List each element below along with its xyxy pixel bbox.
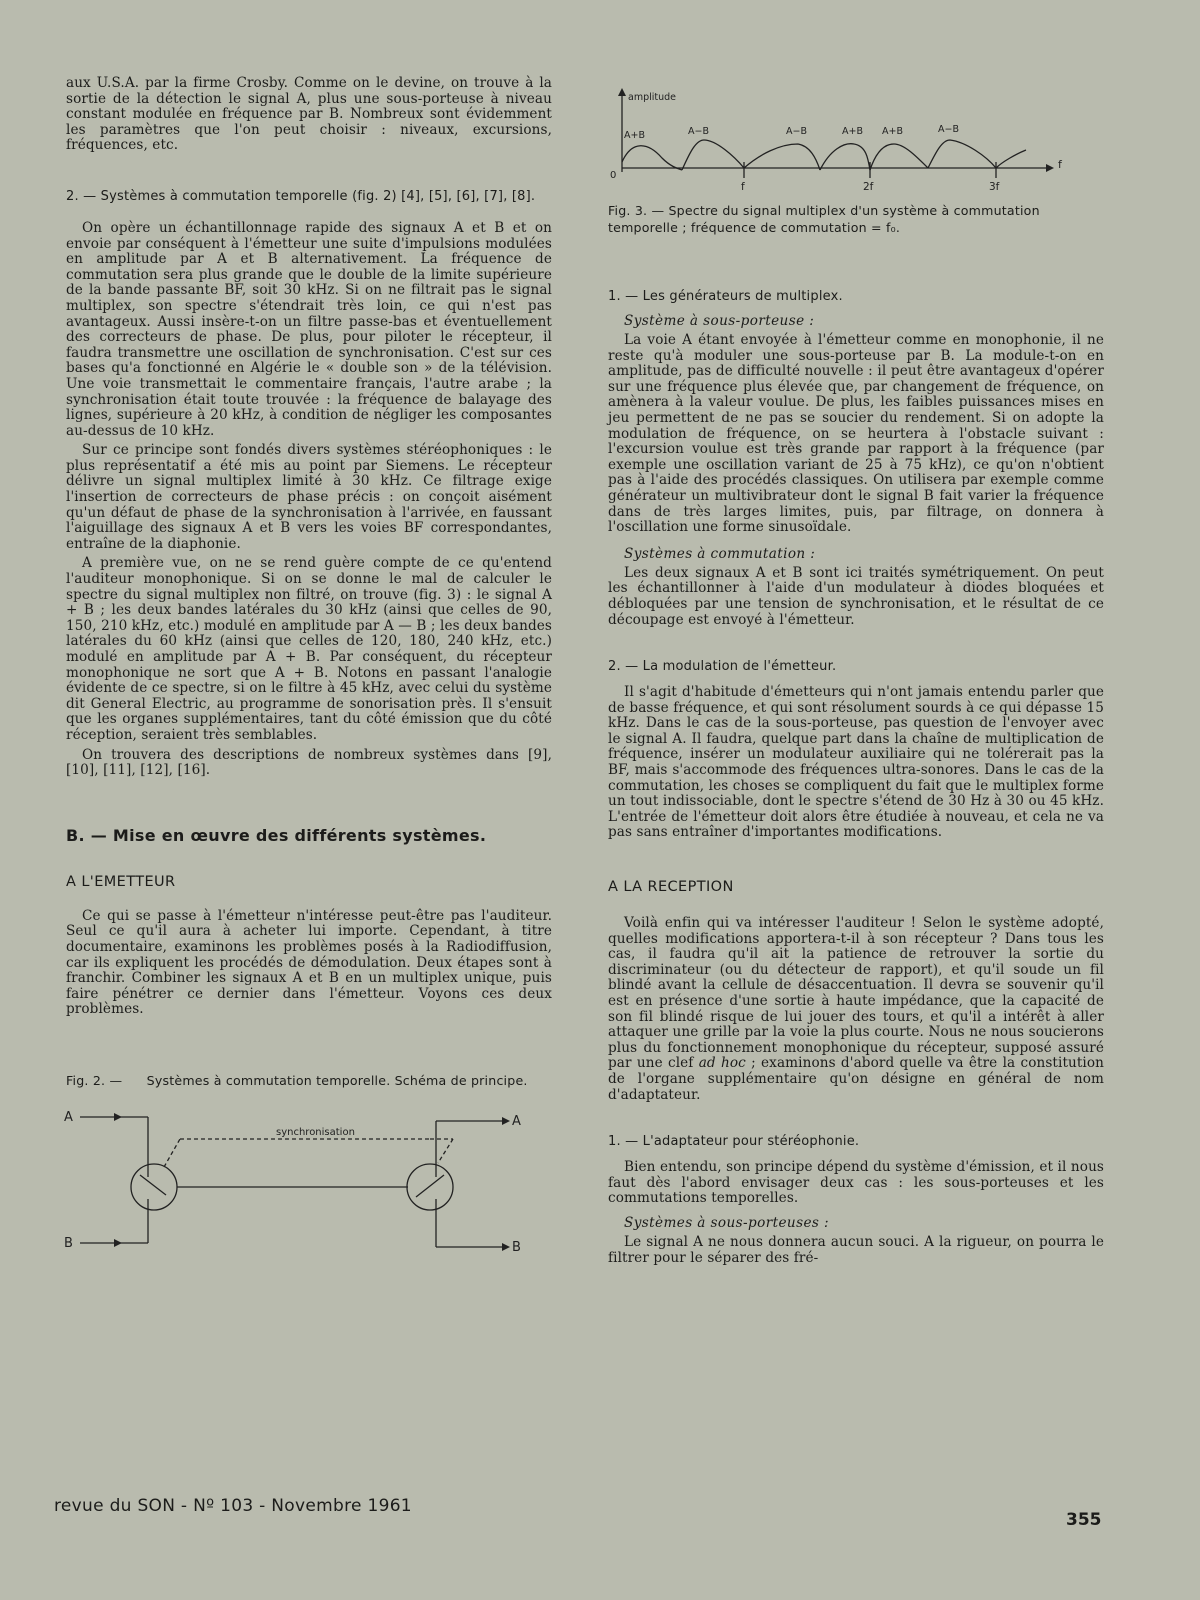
fig3-tick-f: f	[741, 181, 745, 192]
paragraph-modulation: Il s'agit d'habitude d'émetteurs qui n'ont jamais entendu parler que de basse fréquence, et qui sont résolument sourds à ce qui dépasse 15 kHz. Dans le cas de la sous-porteuse, pas question de l'envoyer avec le signal A. Il faudra, quelque part dans la chaîne de multiplication de fréquence, insérer un modulateur auxiliaire qui ne tolérerait pas la BF, mais s'accommode des fréquences ultra-sonores. Dans le cas de la commutation, les choses se compliquent du fait que le multiplex forme un tout indissociable, dont le spectre s'étend de 30 Hz à 30 ou 45 kHz. L'entrée de l'émetteur doit alors être étudiée à nouveau, et cela ne va pas sans entraîner d'importantes modifications.	[608, 684, 1104, 841]
paragraph-subcarrier: La voie A étant envoyée à l'émetteur comme en monophonie, il ne reste qu'à moduler une sous-porteuse par B. La module-t-on en amplitude, pas de difficulté nouvelle : il peut être avantageux d'opérer sur une fréquence plus élevée que, par changement de fréquence, on amènera à la valeur voulue. De plus, les faibles puissances mises en jeu permettent de ne pas se soucier du rendement. Si on adopte la modulation de fréquence, on se heurtera à l'obstacle suivant : l'excursion voulue est très grande par rapport à la fréquence (par exemple une oscillation variant de 25 à 75 kHz), ce qu'on n'obtient pas à l'aide des procédés classiques. On utilisera par exemple comme générateur un multivibrateur dont le signal B fait varier la fréquence dans de très larges limites, puis, par filtrage, on donnera à l'oscillation une forme sinusoïdale.	[608, 332, 1104, 536]
reception-text-a: Voilà enfin qui va intéresser l'auditeur ! Selon le système adopté, quelles modifications apportera-t-il à son récepteur ? Dans tous les cas, il faudra qu'il ait la patience de retrouver la sortie du discriminateur (ou du détecteur de rapport), et qu'il soude un fil blindé avant la cellule de désaccentuation. Il devra se souvenir qu'il est en présence d'une sortie à haute impédance, que la capacité de son fil blindé risque de lui jouer des tours, et qu'il a intérêt à aller attaquer une grille par la voie la plus courte. Nous ne nous soucierons plus du fonctionnement monophonique du récepteur, supposé assuré par une clef	[608, 915, 1104, 1072]
paragraph-signal-a: Le signal A ne nous donnera aucun souci. A la rigueur, on pourra le filtrer pour le séparer des fré-	[608, 1233, 1104, 1266]
paragraph-sampling: On opère un échantillonnage rapide des signaux A et B et on envoie par conséquent à l'émetteur une suite d'impulsions modulées en amplitude par A et B alternativement. La fréquence de commutation sera plus grande que le double de la limite supérieure de la bande passante BF, soit 30 kHz. Si on ne filtrait pas le signal multiplex, son spectre s'étendrait très loin, ce qui n'est pas avantageux. Aussi insère-t-on un filtre passe-bas et éventuellement des correcteurs de phase. De plus, pour piloter le récepteur, il faudra transmettre une oscillation de synchronisation. C'est sur ces bases qu'a fonctionné en Algérie le « double son » de la télévision. Une voie transmettait le commentaire français, l'autre arabe ; la synchronisation était toute trouvée : la fréquence de balayage des lignes, supérieure à 20 kHz, à condition de négliger les composantes au-dessus de 10 kHz.	[66, 219, 552, 439]
fig3-tick-2f: 2f	[863, 181, 874, 192]
generators-heading: 1. — Les générateurs de multiplex.	[608, 289, 843, 304]
fig2-output-b: B	[512, 1239, 521, 1255]
reception-heading: A LA RECEPTION	[608, 879, 734, 896]
fig3-origin: 0	[610, 170, 617, 181]
fig3-x-axis-label: f	[1058, 158, 1062, 171]
paragraph-references: On trouvera des descriptions de nombreux systèmes dans [9], [10], [11], [12], [16].	[66, 746, 552, 779]
intro-paragraph: aux U.S.A. par la firme Crosby. Comme on le devine, on trouve à la sortie de la détection le signal A, plus une sous-porteuse à niveau constant modulée en fréquence par B. Nombreux sont évidemment les paramètres que l'on peut choisir : niveaux, excursions, fréquences, etc.	[66, 75, 552, 154]
fig3-lobe-label: A−B	[938, 124, 959, 135]
fig3-caption-text: Spectre du signal multiplex d'un système à commutation temporelle ; fréquence de commutation = f₀.	[608, 203, 1040, 235]
reception-text-b: ; examinons d'abord quelle va être la constitution de l'organe supplémentaire qu'on désigne en général de nom d'adaptateur.	[608, 1055, 1105, 1103]
page-number: 355	[1066, 1510, 1102, 1530]
fig3-tick-3f: 3f	[989, 181, 1000, 192]
fig2-caption	[66, 1072, 552, 1089]
fig2-label: Fig. 2. —	[66, 1072, 123, 1088]
paragraph-emetteur: Ce qui se passe à l'émetteur n'intéresse peut-être pas l'auditeur. Seul ce qu'il aura à acheter lui importe. Cependant, à titre documentaire, examinons les problèmes posés à la Radiodiffusion, car ils expliquent les procédés de démodulation. Deux étapes sont à franchir. Combiner les signaux A et B en un multiplex unique, puis faire pénétrer ce dernier dans l'émetteur. Voyons ces deux problèmes.	[66, 907, 552, 1018]
fig2-sync-label: synchronisation	[276, 1126, 355, 1138]
paragraph-commutation: Les deux signaux A et B sont ici traités symétriquement. On peut les échantillonner à l'aide d'un modulateur à diodes bloquées et débloquées par une tension de synchronisation, et le résultat de ce découpage est envoyé à l'émetteur.	[608, 564, 1104, 628]
right-column	[608, 76, 1104, 1266]
fig2-caption-text: Systèmes à commutation temporelle. Schéma de principe.	[146, 1072, 528, 1088]
fig2-output-a: A	[512, 1113, 521, 1129]
fig2-input-b: B	[64, 1235, 73, 1251]
fig3-lobe-label: A−B	[786, 126, 807, 137]
commutation-subheading: Systèmes à commutation :	[624, 545, 816, 562]
subcarrier-subheading: Système à sous-porteuse :	[624, 313, 815, 329]
section-b-heading: B. — Mise en œuvre des différents systèmes.	[66, 825, 487, 845]
fig3-caption	[608, 202, 1104, 236]
fig2-diagram	[58, 1099, 558, 1269]
fig3-lobe-label: A+B	[842, 126, 863, 137]
left-column	[66, 76, 552, 1269]
fig3-label: Fig. 3. —	[608, 203, 665, 218]
fig3-lobe-label: A+B	[624, 130, 645, 141]
adapter-heading: 1. — L'adaptateur pour stéréophonie.	[608, 1134, 860, 1150]
reception-ad-hoc: ad hoc	[698, 1055, 746, 1072]
paragraph-adapter: Bien entendu, son principe dépend du système d'émission, et il nous faut dès l'abord envisager deux cas : les sous-porteuses et les commutations temporelles.	[608, 1159, 1104, 1207]
fig3-ylabel: amplitude	[628, 92, 677, 103]
modulation-heading: 2. — La modulation de l'émetteur.	[608, 659, 837, 675]
fig3-spectrum	[604, 82, 1084, 192]
section-2-heading: 2. — Systèmes à commutation temporelle (fig. 2) [4], [5], [6], [7], [8].	[66, 188, 536, 204]
journal-footer: revue du SON - Nº 103 - Novembre 1961	[54, 1496, 412, 1516]
paragraph-reception	[608, 916, 1104, 1103]
fig3-lobe-label: A+B	[882, 126, 903, 137]
emetteur-heading: A L'EMETTEUR	[66, 873, 176, 890]
subcarriers-subheading: Systèmes à sous-porteuses :	[624, 1214, 829, 1231]
fig2-input-a: A	[64, 1109, 73, 1125]
paragraph-spectrum: A première vue, on ne se rend guère compte de ce qu'entend l'auditeur monophonique. Si on se donne le mal de calculer le spectre du signal multiplex non filtré, on trouve (fig. 3) : le signal A + B ; les deux bandes latérales du 30 kHz (ainsi que celles de 90, 150, 210 kHz, etc.) modulé en amplitude par A — B ; les deux bandes latérales du 60 kHz (ainsi que celles de 120, 180, 240 kHz, etc.) modulé en amplitude par A + B. Par conséquent, du récepteur monophonique ne sort que A + B. Notons en passant l'analogie évidente de ce spectre, si on le filtre à 45 kHz, avec celui du système dit General Electric, au programme de sonorisation près. Il s'ensuit que les organes supplémentaires, tant du côté émission que du côté réception, seraient très semblables.	[66, 555, 552, 743]
paragraph-siemens: Sur ce principe sont fondés divers systèmes stéréophoniques : le plus représentatif a été mis au point par Siemens. Le récepteur délivre un signal multiplex limité à 30 kHz. Ce filtrage exige l'insertion de correcteurs de phase précis : on conçoit aisément qu'un défaut de phase de la synchronisation à l'arrivée, en faussant l'aiguillage des signaux A et B vers les voies BF correspondantes, entraîne de la diaphonie.	[66, 442, 552, 552]
fig3-lobe-label: A−B	[688, 126, 709, 137]
